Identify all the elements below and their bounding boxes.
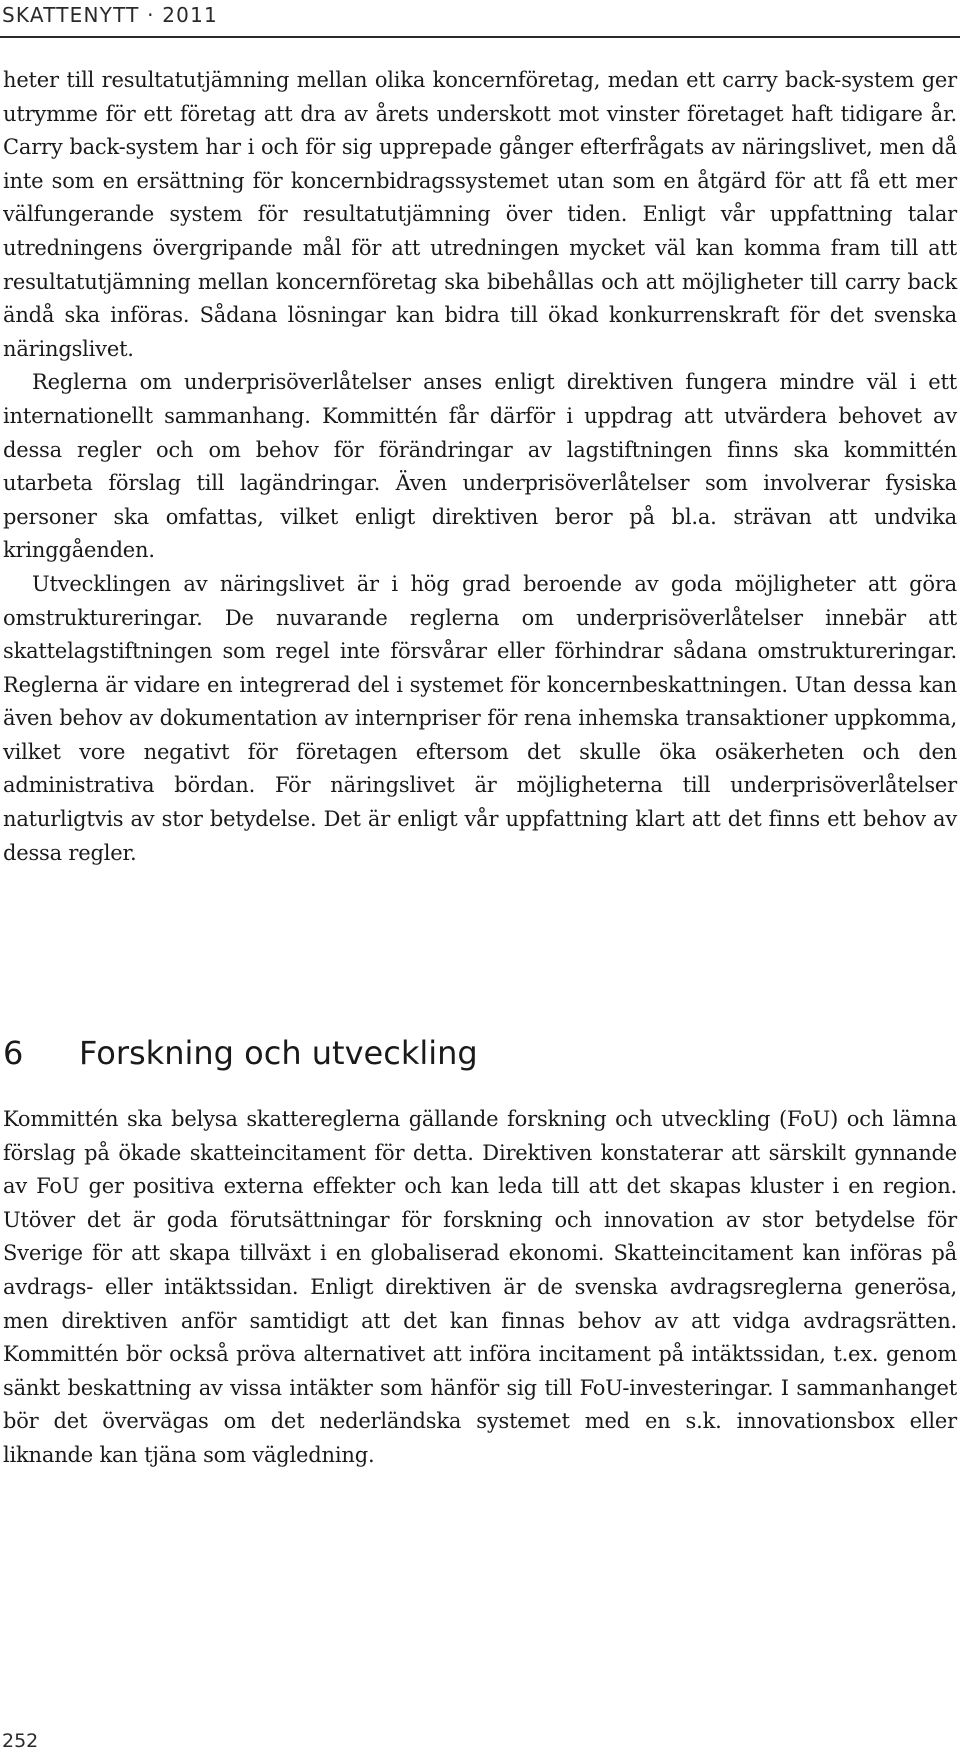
page-number: 252 (2, 1730, 39, 1752)
header-rule (0, 36, 960, 38)
section-heading (3, 1034, 478, 1072)
paragraph: Reglerna om underprisöverlåtelser anses enligt direktiven fungera mindre väl i ett internationellt sammanhang. Kommittén får därför i uppdrag att utvärdera behovet av dessa regler och om behov för förändringar av lagstiftningen finns ska kommittén utarbeta förslag till lagändringar. Även underprisöverlåtelser som involverar fysiska personer ska omfattas, vilket enligt direktiven beror på bl.a. strävan att undvika kringgåenden. (3, 370, 957, 563)
running-header: SKATTENYTT · 2011 (2, 3, 218, 27)
paragraph: Kommittén ska belysa skattereglerna gällande forskning och utveckling (FoU) och lämna förslag på ökade skatteincitament för detta. Direktiven konstaterar att särskilt gynnande av FoU ger positiva externa effekter och kan leda till att det skapas kluster i en region. Utöver det är goda förutsättningar för forskning och innovation av stor betydelse för Sverige för att skapa tillväxt i en globaliserad ekonomi. Skatteincitament kan införas på avdrags- eller intäktssidan. Enligt direktiven är de svenska avdragsreglerna generösa, men direktiven anför samtidigt att det kan finnas behov av att vidga avdragsrätten. Kommittén bör också pröva alternativet att införa incitament på intäktssidan, t.ex. genom sänkt beskattning av vissa intäkter som hänför sig till FoU-investeringar. I sammanhanget bör det övervägas om det nederländska systemet med en s.k. innovationsbox eller liknande kan tjäna som vägledning. (3, 1107, 957, 1467)
paragraph: heter till resultatutjämning mellan olika koncernföretag, medan ett carry back-system ger utrymme för ett företag att dra av årets underskott mot vinster företaget haft tidigare år. Carry back-system har i och för sig upprepade gånger efterfrågats av näringslivet, men då inte som en ersättning för koncernbidragssystemet utan som en åtgärd för att få ett mer välfungerande system för resultatutjämning över tiden. Enligt vår uppfattning talar utredningens övergripande mål för att utredningen mycket väl kan komma fram till att resultatutjämning mellan koncernföretag ska bibehållas och att möjligheter till carry back ändå ska införas. Sådana lösningar kan bidra till ökad konkurrenskraft för det svenska näringslivet. (3, 68, 957, 361)
section-number: 6 (3, 1034, 24, 1072)
body-text-before-heading (3, 64, 957, 870)
paragraph: Utvecklingen av näringslivet är i hög grad beroende av goda möjligheter att göra omstruktureringar. De nuvarande reglerna om underprisöverlåtelser innebär att skattelagstiftningen som regel inte försvårar eller förhindrar sådana omstruktureringar. Reglerna är vidare en integrerad del i systemet för koncernbeskattningen. Utan dessa kan även behov av dokumentation av internpriser för rena inhemska transaktioner uppkomma, vilket vore negativt för företagen eftersom det skulle öka osäkerheten och den administrativa bördan. För näringslivet är möjligheterna till underprisöverlåtelser naturligtvis av stor betydelse. Det är enligt vår uppfattning klart att det finns ett behov av dessa regler. (3, 571, 957, 865)
body-text-after-heading (3, 1103, 957, 1473)
section-title: Forskning och utveckling (79, 1034, 478, 1072)
